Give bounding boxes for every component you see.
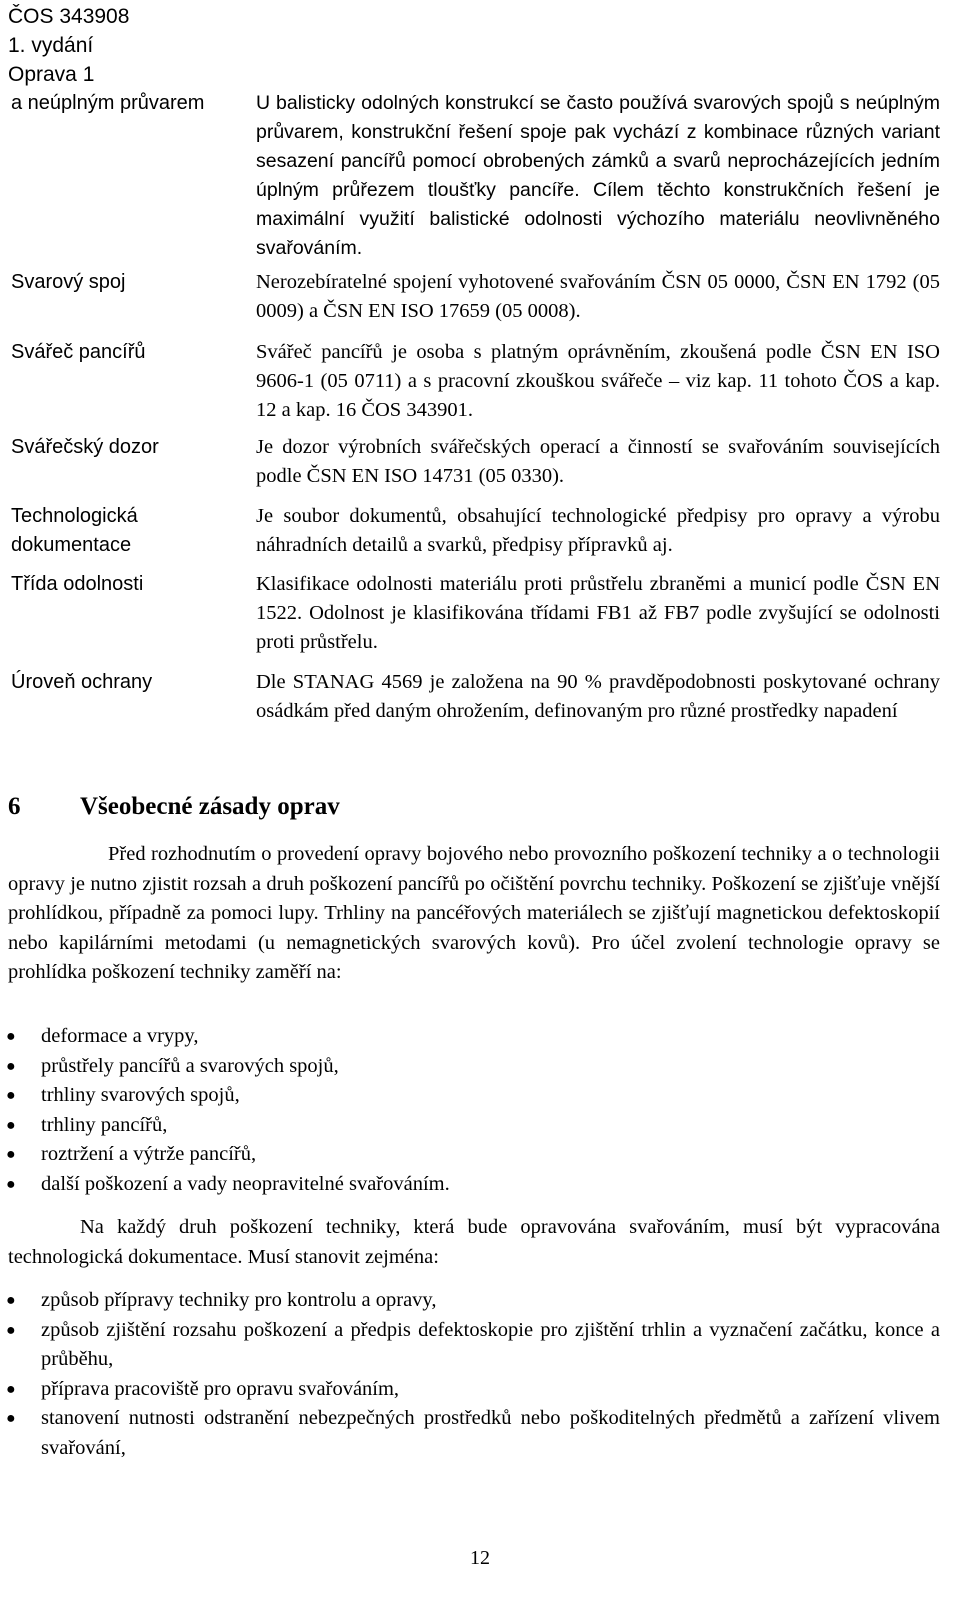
edition-label: 1. vydání: [8, 34, 94, 57]
definition-text: Svářeč pancířů je osoba s platným oprávněním, zkoušená podle ČSN EN ISO 9606-1 (05 0711) a s pracovní zkouškou svářeče – viz kap. 11 tohoto ČOS a kap. 12 a kap. 16 ČOS 343901.: [256, 341, 940, 421]
list-item: ● trhliny svarových spojů,: [0, 1081, 940, 1111]
definition-term: Třída odolnosti: [11, 573, 144, 595]
bullet-icon: ●: [6, 1057, 16, 1075]
section-title: Všeobecné zásady oprav: [80, 793, 340, 820]
definition-term: Technologická dokumentace: [11, 505, 138, 556]
definition-text: Je dozor výrobních svářečských operací a činností se svařováním souvisejících podle ČSN EN ISO 14731 (05 0330).: [256, 436, 940, 487]
definition-text: Nerozebíratelné spojení vyhotovené svařováním ČSN 05 0000, ČSN EN 1792 (05 0009) a ČSN EN ISO 17659 (05 0008).: [256, 271, 940, 322]
section-heading: [8, 790, 340, 824]
list-item: ● deformace a vrypy,: [0, 1022, 940, 1052]
list-item: ● další poškození a vady neopravitelné svařováním.: [0, 1170, 940, 1200]
document-id: ČOS 343908: [8, 5, 130, 28]
definition-term: Úroveň ochrany: [11, 671, 153, 693]
correction-label: Oprava 1: [8, 63, 95, 86]
bullet-icon: ●: [6, 1146, 16, 1163]
definition-text: Je soubor dokumentů, obsahující technologické předpisy pro opravy a výrobu náhradních detailů a svarků, předpisy přípravků aj.: [256, 505, 940, 556]
definition-text: Klasifikace odolnosti materiálu proti průstřelu zbraněmi a municí podle ČSN EN 1522. Odolnost je klasifikována třídami FB1 až FB7 podle zvyšující se odolnosti proti průstřelu.: [256, 573, 940, 653]
document-header: [8, 2, 129, 89]
list-item: ● průstřely pancířů a svarových spojů,: [0, 1052, 940, 1082]
list-item: ● způsob přípravy techniky pro kontrolu a opravy,: [0, 1286, 940, 1316]
definition-term: Svářeč pancířů: [11, 341, 146, 363]
bullet-icon: ●: [6, 1292, 16, 1309]
list-item: ● příprava pracoviště pro opravu svařováním,: [0, 1375, 940, 1405]
definition-term: Svářečský dozor: [11, 436, 159, 458]
inspection-list: [0, 1022, 940, 1199]
section-number: 6: [8, 793, 21, 820]
definition-term: Svarový spoj: [11, 271, 126, 293]
bullet-icon: ●: [6, 1175, 16, 1193]
definition-term: a neúplným průvarem: [11, 92, 205, 114]
bullet-icon: ●: [6, 1410, 16, 1427]
definition-text: U balisticky odolných konstrukcí se často používá svarových spojů s neúplným průvarem, konstrukční řešení spoje pak vychází z kombinace různých variant sesazení pancířů pomocí obrobených zámků a svarů neprocházejících jedním úplným průřezem tloušťky pancíře. Cílem těchto konstrukčních řešení je maximální využití balistické odolnosti výchozího materiálu neovlivněného svařováním.: [256, 92, 940, 259]
page-number: 12: [470, 1547, 490, 1569]
list-item: ● trhliny pancířů,: [0, 1111, 940, 1141]
bullet-icon: ●: [6, 1321, 16, 1339]
bullet-icon: ●: [6, 1028, 16, 1045]
bullet-icon: ●: [6, 1087, 16, 1104]
definition-text: Dle STANAG 4569 je založena na 90 % pravděpodobnosti poskytované ochrany osádkám před daným ohrožením, definovaným pro různé prostředky napadení: [256, 671, 940, 722]
list-item: ● způsob zjištění rozsahu poškození a předpis defektoskopie pro zjištění trhlin a vyznačení začátku, konce a průběhu,: [0, 1316, 940, 1375]
documentation-paragraph: Na každý druh poškození techniky, která bude opravována svařováním, musí být vypracována technologická dokumentace. Musí stanovit zejména:: [8, 1216, 940, 1268]
list-item: ● roztržení a výtrže pancířů,: [0, 1140, 940, 1170]
documentation-requirements-list: [0, 1286, 940, 1463]
list-item: ● stanovení nutnosti odstranění nebezpečných prostředků nebo poškoditelných předmětů a zařízení vlivem svařování,: [0, 1404, 940, 1463]
bullet-icon: ●: [6, 1380, 16, 1398]
bullet-icon: ●: [6, 1116, 16, 1134]
section-intro-paragraph: Před rozhodnutím o provedení opravy bojového nebo provozního poškození techniky a o technologii opravy je nutno zjistit rozsah a druh poškození pancířů po očištění povrchu techniky. Poškození se zjišťuje vnější prohlídkou, případně za pomoci lupy. Trhliny na pancéřových materiálech se zjišťují magnetickou defektoskopií nebo kapilárními metodami (u nemagnetických svarových kovů). Pro účel zvolení technologie opravy se prohlídka poškození techniky zaměří na:: [8, 843, 940, 983]
